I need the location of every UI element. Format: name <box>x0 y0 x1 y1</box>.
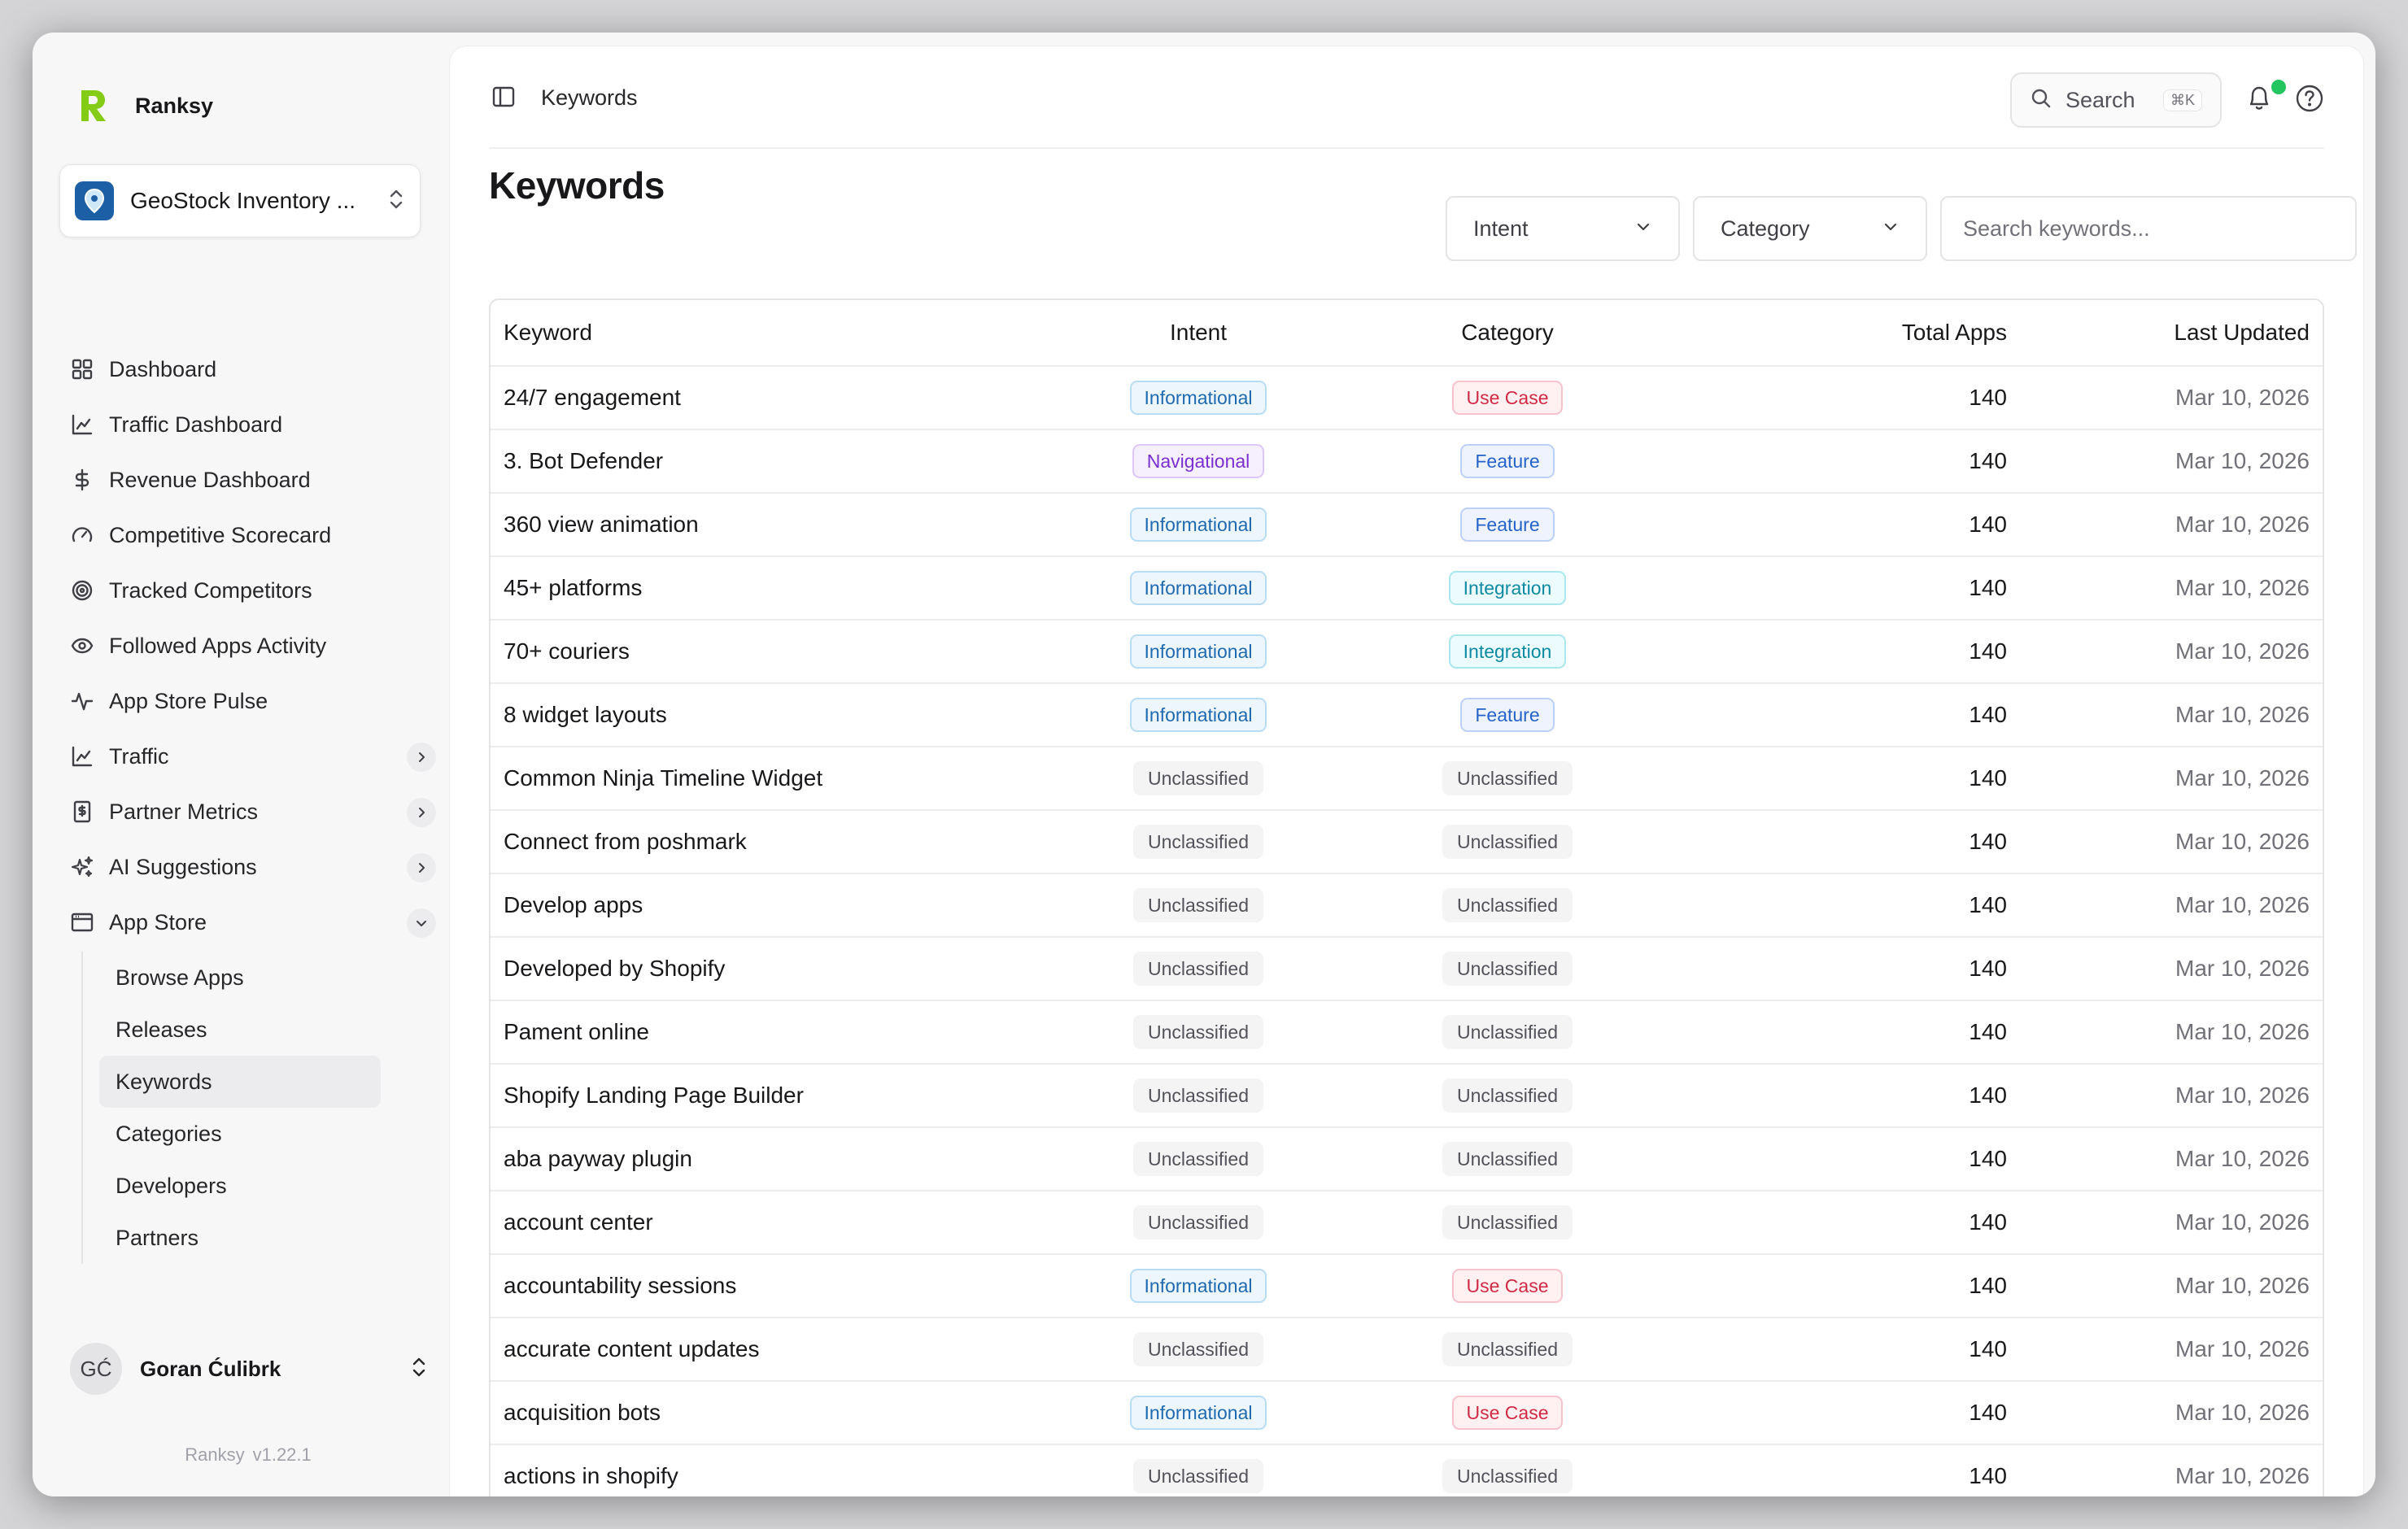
intent-cell <box>1093 747 1304 809</box>
sidebar-toggle-icon[interactable] <box>491 84 517 114</box>
nav-item-ai-suggestions[interactable] <box>68 839 444 895</box>
keyboard-shortcut: ⌘K <box>2163 89 2202 111</box>
nav-item-label: Competitive Scorecard <box>109 522 332 547</box>
intent-cell <box>1093 1128 1304 1190</box>
brand-name: Ranksy <box>135 93 214 118</box>
intent-badge: Informational <box>1130 381 1267 415</box>
intent-cell <box>1093 1191 1304 1253</box>
total-apps-cell: 140 <box>1969 765 2007 791</box>
search-icon <box>2030 87 2052 114</box>
line-chart-icon <box>68 743 96 770</box>
global-search-button[interactable] <box>2010 72 2222 128</box>
table-row[interactable] <box>491 1065 2323 1128</box>
project-switcher[interactable] <box>59 164 421 237</box>
sidebar <box>33 33 464 1496</box>
last-updated-cell: Mar 10, 2026 <box>2175 575 2310 600</box>
keyword-cell: accurate content updates <box>504 1336 760 1361</box>
nav-item-revenue-dashboard[interactable] <box>68 452 444 507</box>
table-row[interactable] <box>491 1382 2323 1445</box>
table-row[interactable] <box>491 1445 2323 1496</box>
last-updated-cell: Mar 10, 2026 <box>2175 1336 2310 1361</box>
page-title: Keywords <box>489 164 665 207</box>
header-intent[interactable]: Intent <box>1169 320 1228 345</box>
nav-item-label: Revenue Dashboard <box>109 467 311 492</box>
header-last-updated[interactable]: Last Updated <box>2174 320 2310 345</box>
chevron-down-icon[interactable] <box>407 908 436 938</box>
category-cell <box>1402 1318 1613 1380</box>
intent-cell <box>1093 1255 1304 1317</box>
nav-item-label: App Store Pulse <box>109 688 268 713</box>
sparkles-icon <box>68 853 96 881</box>
keyword-cell: Connect from poshmark <box>504 829 747 854</box>
main-nav <box>68 342 444 950</box>
intent-badge: Informational <box>1130 507 1267 542</box>
help-icon[interactable] <box>2295 84 2324 117</box>
intent-cell <box>1093 684 1304 746</box>
version-label: v1.22.1 <box>252 1444 312 1465</box>
brand[interactable] <box>78 81 213 130</box>
subnav-item-partners[interactable]: Partners <box>116 1225 199 1250</box>
keyword-cell: Develop apps <box>504 892 643 917</box>
table-row[interactable] <box>491 874 2323 938</box>
keyword-cell: 70+ couriers <box>504 638 630 664</box>
app-store-subnav <box>81 952 425 1264</box>
category-cell <box>1402 1382 1613 1444</box>
category-filter-label: Category <box>1721 216 1810 241</box>
avatar: GĆ <box>70 1343 122 1395</box>
subnav-item-keywords[interactable]: Keywords <box>99 1056 381 1108</box>
intent-badge: Unclassified <box>1133 1205 1263 1239</box>
table-row[interactable] <box>491 1255 2323 1318</box>
category-cell <box>1402 874 1613 936</box>
intent-cell <box>1093 1001 1304 1063</box>
nav-item-label: Traffic <box>109 743 169 769</box>
category-badge: Feature <box>1460 698 1554 732</box>
nav-item-app-store-pulse[interactable] <box>68 673 444 729</box>
nav-item-label: Partner Metrics <box>109 799 259 824</box>
header-keyword[interactable]: Keyword <box>504 320 592 345</box>
nav-item-traffic-dashboard[interactable] <box>68 397 444 452</box>
total-apps-cell: 140 <box>1969 1273 2007 1298</box>
topbar-divider <box>489 147 2324 149</box>
nav-item-followed-apps-activity[interactable] <box>68 618 444 673</box>
keyword-cell: Shopify Landing Page Builder <box>504 1082 804 1108</box>
intent-badge: Informational <box>1130 571 1267 605</box>
category-badge: Integration <box>1449 571 1567 605</box>
table-row[interactable] <box>491 621 2323 684</box>
total-apps-cell: 140 <box>1969 638 2007 664</box>
header-category[interactable]: Category <box>1461 320 1554 345</box>
category-badge: Unclassified <box>1442 888 1573 922</box>
last-updated-cell: Mar 10, 2026 <box>2175 892 2310 917</box>
total-apps-cell: 140 <box>1969 829 2007 854</box>
app-window <box>33 33 2375 1496</box>
nav-item-competitive-scorecard[interactable] <box>68 507 444 563</box>
keyword-cell: 360 view animation <box>504 512 699 537</box>
table-row[interactable] <box>491 367 2323 430</box>
category-badge: Unclassified <box>1442 1015 1573 1049</box>
keyword-cell: acquisition bots <box>504 1400 661 1425</box>
total-apps-cell: 140 <box>1969 512 2007 537</box>
intent-badge: Unclassified <box>1133 1459 1263 1493</box>
project-logo-icon <box>75 181 114 220</box>
total-apps-cell: 140 <box>1969 1146 2007 1171</box>
category-badge: Feature <box>1460 507 1554 542</box>
category-cell <box>1402 494 1613 555</box>
last-updated-cell: Mar 10, 2026 <box>2175 1146 2310 1171</box>
category-badge: Feature <box>1460 444 1554 478</box>
ranksy-logo-icon <box>78 89 107 123</box>
total-apps-cell: 140 <box>1969 892 2007 917</box>
table-row[interactable] <box>491 494 2323 557</box>
project-name: GeoStock Inventory ... <box>130 188 356 213</box>
intent-cell <box>1093 430 1304 492</box>
chevron-down-icon <box>1882 216 1900 242</box>
category-cell <box>1402 1255 1613 1317</box>
total-apps-cell: 140 <box>1969 1336 2007 1361</box>
intent-badge: Unclassified <box>1133 1142 1263 1176</box>
category-cell <box>1402 557 1613 619</box>
keyword-cell: Common Ninja Timeline Widget <box>504 765 823 791</box>
category-cell <box>1402 1128 1613 1190</box>
nav-item-dashboard[interactable] <box>68 342 444 397</box>
version-footer <box>33 1444 464 1466</box>
keyword-cell: 8 widget layouts <box>504 702 667 727</box>
intent-badge: Unclassified <box>1133 1015 1263 1049</box>
table-body <box>491 367 2323 1496</box>
search-label: Search <box>2066 87 2135 112</box>
nav-item-label: App Store <box>109 909 207 934</box>
category-badge: Unclassified <box>1442 1332 1573 1366</box>
app-window-icon <box>68 908 96 936</box>
receipt-icon <box>68 798 96 825</box>
total-apps-cell: 140 <box>1969 575 2007 600</box>
total-apps-cell: 140 <box>1969 702 2007 727</box>
intent-cell <box>1093 1382 1304 1444</box>
last-updated-cell: Mar 10, 2026 <box>2175 638 2310 664</box>
total-apps-cell: 140 <box>1969 1019 2007 1044</box>
intent-badge: Unclassified <box>1133 761 1263 795</box>
table-row[interactable] <box>491 938 2323 1001</box>
category-badge: Unclassified <box>1442 761 1573 795</box>
total-apps-cell: 140 <box>1969 385 2007 410</box>
chevron-right-icon[interactable] <box>407 798 436 827</box>
keywords-table <box>489 298 2324 1496</box>
subnav-item-developers[interactable]: Developers <box>116 1173 227 1198</box>
last-updated-cell: Mar 10, 2026 <box>2175 1273 2310 1298</box>
keyword-cell: 24/7 engagement <box>504 385 681 410</box>
intent-cell <box>1093 1065 1304 1126</box>
intent-badge: Unclassified <box>1133 1332 1263 1366</box>
intent-badge: Unclassified <box>1133 825 1263 859</box>
last-updated-cell: Mar 10, 2026 <box>2175 512 2310 537</box>
category-badge: Use Case <box>1452 1269 1564 1303</box>
category-badge: Unclassified <box>1442 1078 1573 1113</box>
user-name: Goran Ćulibrk <box>140 1356 281 1381</box>
category-cell <box>1402 621 1613 682</box>
keyword-cell: account center <box>504 1209 653 1235</box>
total-apps-cell: 140 <box>1969 1463 2007 1488</box>
category-cell <box>1402 1191 1613 1253</box>
intent-filter-label: Intent <box>1473 216 1529 241</box>
breadcrumb: Keywords <box>541 85 638 110</box>
category-cell <box>1402 367 1613 429</box>
table-row[interactable] <box>491 557 2323 621</box>
category-badge: Unclassified <box>1442 952 1573 986</box>
keyword-search-placeholder: Search keywords... <box>1963 216 2150 241</box>
intent-cell <box>1093 1445 1304 1496</box>
intent-badge: Unclassified <box>1133 952 1263 986</box>
keyword-cell: actions in shopify <box>504 1463 678 1488</box>
table-row[interactable] <box>491 1318 2323 1382</box>
category-cell <box>1402 938 1613 1000</box>
category-cell <box>1402 1445 1613 1496</box>
target-icon <box>68 577 96 604</box>
nav-item-label: AI Suggestions <box>109 854 257 879</box>
last-updated-cell: Mar 10, 2026 <box>2175 385 2310 410</box>
intent-filter-select[interactable] <box>1446 196 1680 261</box>
intent-badge: Unclassified <box>1133 1078 1263 1113</box>
intent-badge: Informational <box>1130 698 1267 732</box>
subnav-item-releases[interactable]: Releases <box>116 1017 207 1042</box>
grid-icon <box>68 355 96 383</box>
intent-cell <box>1093 938 1304 1000</box>
intent-cell <box>1093 811 1304 873</box>
total-apps-cell: 140 <box>1969 1082 2007 1108</box>
total-apps-cell: 140 <box>1969 448 2007 473</box>
nav-item-label: Traffic Dashboard <box>109 412 283 437</box>
total-apps-cell: 140 <box>1969 956 2007 981</box>
table-row[interactable] <box>491 747 2323 811</box>
nav-item-traffic[interactable] <box>68 729 444 784</box>
category-cell <box>1402 430 1613 492</box>
category-badge: Unclassified <box>1442 825 1573 859</box>
table-row[interactable] <box>491 811 2323 874</box>
intent-cell <box>1093 367 1304 429</box>
eye-icon <box>68 632 96 660</box>
last-updated-cell: Mar 10, 2026 <box>2175 1209 2310 1235</box>
keyword-search-input[interactable] <box>1940 196 2357 261</box>
last-updated-cell: Mar 10, 2026 <box>2175 1082 2310 1108</box>
last-updated-cell: Mar 10, 2026 <box>2175 1400 2310 1425</box>
category-badge: Unclassified <box>1442 1142 1573 1176</box>
table-row[interactable] <box>491 1191 2323 1255</box>
category-filter-select[interactable] <box>1693 196 1927 261</box>
last-updated-cell: Mar 10, 2026 <box>2175 956 2310 981</box>
chevrons-up-down-icon <box>387 187 405 216</box>
keyword-cell: 3. Bot Defender <box>504 448 664 473</box>
intent-cell <box>1093 874 1304 936</box>
user-menu[interactable] <box>70 1340 428 1397</box>
table-row[interactable] <box>491 1001 2323 1065</box>
activity-icon <box>68 687 96 715</box>
intent-cell <box>1093 1318 1304 1380</box>
keyword-cell: 45+ platforms <box>504 575 643 600</box>
total-apps-cell: 140 <box>1969 1400 2007 1425</box>
last-updated-cell: Mar 10, 2026 <box>2175 829 2310 854</box>
last-updated-cell: Mar 10, 2026 <box>2175 1019 2310 1044</box>
keyword-cell: Pament online <box>504 1019 650 1044</box>
nav-item-app-store[interactable] <box>68 895 444 950</box>
intent-badge: Informational <box>1130 634 1267 669</box>
nav-item-label: Followed Apps Activity <box>109 633 327 658</box>
footer-app-name: Ranksy <box>185 1444 245 1465</box>
intent-cell <box>1093 621 1304 682</box>
subnav-item-categories[interactable]: Categories <box>116 1121 222 1146</box>
topbar <box>450 46 2363 149</box>
nav-item-label: Tracked Competitors <box>109 577 312 603</box>
subnav-item-browse-apps[interactable]: Browse Apps <box>116 965 244 990</box>
chevron-down-icon <box>1634 216 1652 242</box>
nav-item-tracked-competitors[interactable] <box>68 563 444 618</box>
intent-badge: Unclassified <box>1133 888 1263 922</box>
gauge-icon <box>68 521 96 549</box>
main-panel <box>449 46 2364 1496</box>
intent-badge: Informational <box>1130 1396 1267 1430</box>
last-updated-cell: Mar 10, 2026 <box>2175 448 2310 473</box>
line-chart-icon <box>68 411 96 438</box>
chevron-right-icon[interactable] <box>407 853 436 882</box>
table-header-row <box>491 300 2323 367</box>
category-cell <box>1402 811 1613 873</box>
dollar-icon <box>68 466 96 494</box>
category-cell <box>1402 1065 1613 1126</box>
category-badge: Unclassified <box>1442 1205 1573 1239</box>
category-badge: Unclassified <box>1442 1459 1573 1493</box>
total-apps-cell: 140 <box>1969 1209 2007 1235</box>
header-total-apps[interactable]: Total Apps <box>1901 320 2007 345</box>
category-badge: Integration <box>1449 634 1567 669</box>
intent-cell <box>1093 494 1304 555</box>
notification-dot <box>2269 77 2288 97</box>
intent-cell <box>1093 557 1304 619</box>
intent-badge: Informational <box>1130 1269 1267 1303</box>
nav-item-partner-metrics[interactable] <box>68 784 444 839</box>
category-cell <box>1402 747 1613 809</box>
keyword-cell: aba payway plugin <box>504 1146 692 1171</box>
category-badge: Use Case <box>1452 1396 1564 1430</box>
category-cell <box>1402 684 1613 746</box>
nav-item-label: Dashboard <box>109 356 217 381</box>
category-cell <box>1402 1001 1613 1063</box>
last-updated-cell: Mar 10, 2026 <box>2175 702 2310 727</box>
keyword-cell: Developed by Shopify <box>504 956 726 981</box>
chevrons-up-down-icon <box>410 1355 428 1383</box>
table-row[interactable] <box>491 1128 2323 1191</box>
last-updated-cell: Mar 10, 2026 <box>2175 1463 2310 1488</box>
table-row[interactable] <box>491 684 2323 747</box>
chevron-right-icon[interactable] <box>407 743 436 772</box>
intent-badge: Navigational <box>1132 444 1265 478</box>
keyword-cell: accountability sessions <box>504 1273 737 1298</box>
table-row[interactable] <box>491 430 2323 494</box>
last-updated-cell: Mar 10, 2026 <box>2175 765 2310 791</box>
category-badge: Use Case <box>1452 381 1564 415</box>
